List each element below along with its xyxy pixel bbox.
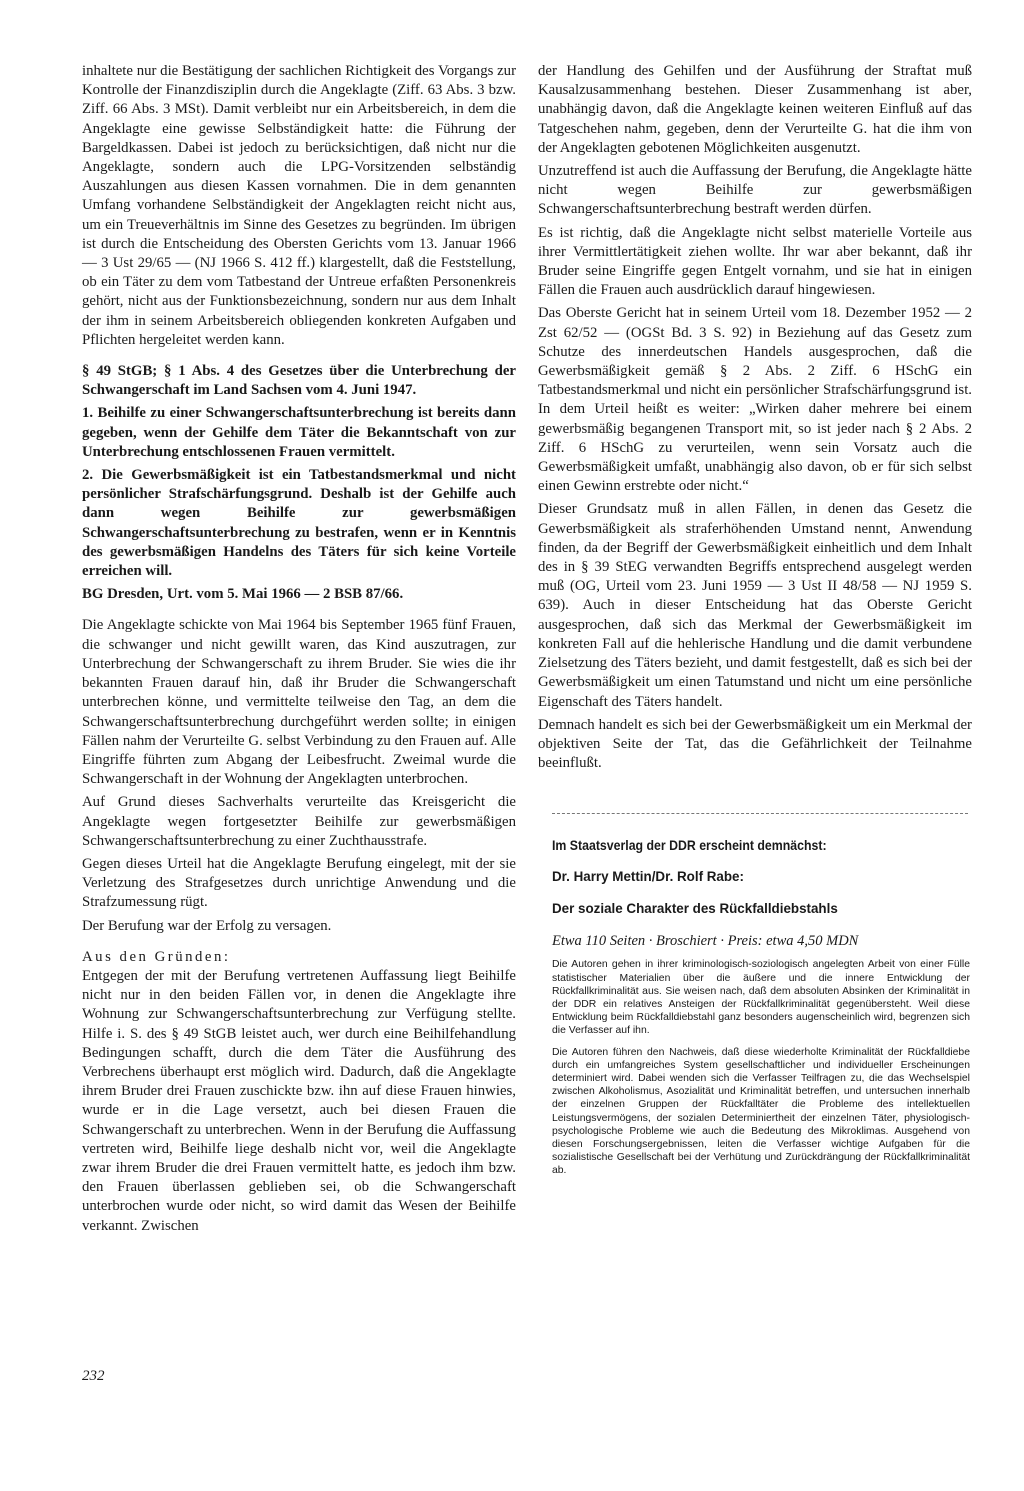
ad-description: Die Autoren gehen in ihrer kriminologisch-soziologisch angelegten Arbeit von einer Fülle statistischer Materialien über die äußere und die innere Entwicklung der Rückfallkriminalität aus. Sie weisen nach, daß dem absoluten Absinken der Kriminalität in der DDR ein relatives Ansteigen der Rückfallkriminalität gegenübersteht. Weil diese Entwicklung beim Rückfalldiebstahl ganz besonders augenscheinlich wird, begrenzen sich die Verfasser auf ihn. [552,959,970,1037]
paragraph: Das Oberste Gericht hat in seinem Urteil vom 18. Dezember 1952 — 2 Zst 62/52 — (OGSt Bd. 3 S. 92) in Beziehung auf das Gesetz zum Schutze des innerdeutschen Handels ausgesprochen, daß die Gewerbsmäßigkeit gemäß § 2 Abs. 2 Ziff. 6 HSchG ein Tatbestandsmerkmal und nicht ein persönlicher Strafschärfungsgrund ist. In dem Urteil heißt es weiter: „Wirken daher mehrere bei einem gewerbsmäßig begangenen Transport mit, so ist jeder nach § 2 Abs. 2 Ziff. 6 HSchG zu verurteilen, wenn sein Vorsatz auch die Gewerbsmäßigkeit umfaßt, unabhängig also davon, ob er für sich selbst einen Gewinn erstrebte oder nicht.“ [538,305,972,495]
paragraph: Auf Grund dieses Sachverhalts verurteilte das Kreisgericht die Angeklagte wegen fortgesetzter Beihilfe zur gewerbsmäßigen Schwangerschaftsunterbrechung zu einer Zuchthausstrafe. [82,794,516,849]
right-column [538,62,972,1186]
paragraph: Entgegen der mit der Berufung vertretenen Auffassung liegt Beihilfe nicht nur in den beiden Fällen vor, in denen die Angeklagte ihre Wohnung zur Schwangerschaftsunterbrechung zur Verfügung stellte. Hilfe i. S. des § 49 StGB leistet auch, wer durch eine Beihilfehandlung Bedingungen schafft, durch die dem Täter die Ausführung des Verbrechens überhaupt erst möglich wird. Dadurch, daß die Angeklagte ihrem Bruder drei Frauen zuschickte bzw. ihn auf diese Frauen hinwies, wurde er in die Lage versetzt, auch bei diesen Frauen die Schwangerschaft zu unterbrechen. Wenn in der Berufung die Auffassung vertreten wird, Beihilfe liege deshalb nicht vor, weil die Angeklagte zwar ihrem Bruder die drei Frauen vermittelt hatte, es jedoch ihm bzw. den Frauen überlassen geblieben sei, ob die Schwangerschaft unterbrochen wurde oder nicht, so wird damit das Wesen der Beihilfe verkannt. Zwischen [82,967,516,1234]
court-citation: BG Dresden, Urt. vom 5. Mai 1966 — 2 BSB 87/66. [82,586,404,603]
headnote-2: 2. Die Gewerbsmäßigkeit ist ein Tatbestandsmerkmal und nicht persönlicher Strafschärfungsgrund. Deshalb ist der Gehilfe auch dann wegen Beihilfe zur gewerbsmäßigen Schwangerschaftsunterbrechung zu bestrafen, wenn er in Kenntnis des gewerbsmäßigen Handelns des Täters für sich keine Vorteile erreichen will. [82,467,516,580]
ad-book-meta: Etwa 110 Seiten · Broschiert · Preis: etwa 4,50 MDN [552,933,859,950]
ad-description: Die Autoren führen den Nachweis, daß diese wiederholte Kriminalität der Rückfalldiebe durch ein umfangreiches System gesellschaftlicher und individueller Erscheinungen determiniert wird. Dabei wenden sich die Verfasser Teilfragen zu, die das Wechselspiel zwischen Alkoholismus, Asozialität und Kriminalität betreffen, und untersuchen innerhalb der einzelnen Gruppen der Rückfalltäter die Probleme des intellektuellen Leistungsvermögens, der sozialen Determiniertheit der einzelnen Täter, physiologisch-psychologische Probleme wie auch die Bedeutung des Mikroklimas. Ausgehend von diesen Forschungsergebnissen, leiten die Verfasser wichtige Aufgaben für die sozialistische Gesellschaft bei der Verhütung und Zurückdrängung der Rückfallkriminalität ab. [552,1046,970,1177]
paragraph: inhaltete nur die Bestätigung der sachlichen Richtigkeit des Vorgangs zur Kontrolle der Finanzdisziplin durch die Angeklagte (Ziff. 63 Abs. 3 bzw. Ziff. 66 Abs. 3 MSt). Damit verbleibt nur ein Arbeitsbereich, in dem die Angeklagte eine gewisse Selbständigkeit hatte: die Führung der Bargeldkassen. Dabei ist jedoch zu berücksichtigen, daß nicht nur die Angeklagte, sondern auch die LPG-Vorsitzenden selbständig Auszahlungen aus diesen Kassen vornahmen. Die in dem genannten Umfang vorhandene Selbständigkeit der Angeklagten reicht nicht aus, um ein Treueverhältnis im Sinne des Gesetzes zu begründen. Im übrigen ist durch die Entscheidung des Obersten Gerichts vom 13. Januar 1966 — 3 Ust 29/65 — (NJ 1966 S. 412 ff.) klargestellt, daß die Feststellung, ob ein Täter zu dem vom Tatbestand der Untreue erfaßten Personenkreis gehört, nicht aus der Funktionsbezeichnung, sondern nur aus dem Inhalt der ihm in seinem Arbeitsbereich obliegenden konkreten Aufgaben und Pflichten hergeleitet werden kann. [82,63,516,348]
ad-book-title: Der soziale Charakter des Rückfalldiebstahls [552,901,838,917]
paragraph: Gegen dieses Urteil hat die Angeklagte Berufung eingelegt, mit der sie Verletzung des Strafgesetzes durch unrichtige Anwendung und die Strafzumessung rügt. [82,855,516,911]
ad-authors: Dr. Harry Mettin/Dr. Rolf Rabe: [552,869,744,885]
paragraph: Der Berufung war der Erfolg zu versagen. [82,917,332,934]
divider [552,813,968,814]
grounds-heading: Aus den Gründen: [82,948,231,965]
page-number: 232 [82,1368,105,1384]
ad-title: Im Staatsverlag der DDR erscheint demnächst: [552,837,827,854]
paragraph: Unzutreffend ist auch die Auffassung der Berufung, die Angeklagte hätte nicht wegen Beihilfe zur gewerbsmäßigen Schwangerschaftsunterbrechung bestraft werden dürfen. [538,163,972,218]
advertisement [538,836,972,1177]
legal-heading: § 49 StGB; § 1 Abs. 4 des Gesetzes über die Unterbrechung der Schwangerschaft im Land Sachsen vom 4. Juni 1947. [82,363,516,399]
headnote-1: 1. Beihilfe zu einer Schwangerschaftsunterbrechung ist bereits dann gegeben, wenn der Gehilfe dem Täter die Bekanntschaft von zur Unterbrechung entschlossenen Frauen vermittelt. [82,405,516,460]
paragraph: der Handlung des Gehilfen und der Ausführung der Straftat muß Kausalzusammenhang bestehen. Dieser Zusammenhang ist aber, unabhängig davon, daß die Angeklagte keinen weiteren Einfluß auf das Tatgeschehen nahm, gegeben, denn der Verurteilte G. hat die ihm von der Angeklagten gebotenen Möglichkeiten ausgenutzt. [538,63,972,156]
paragraph: Dieser Grundsatz muß in allen Fällen, in denen das Gesetz die Gewerbsmäßigkeit als straferhöhenden Umstand nennt, Anwendung finden, da der Begriff der Gewerbsmäßigkeit einheitlich und dem Inhalt des in § 39 StEG verwandten Begriffs entsprechend ausgelegt werden muß (OG, Urteil vom 23. Juni 1959 — 3 Ust II 48/58 — NJ 1959 S. 639). Auch in dieser Entscheidung hat das Oberste Gericht ausgesprochen, daß sich das Merkmal der Gewerbsmäßigkeit im konkreten Fall auf die hehlerische Handlung und die damit verbundene Zielsetzung des Täters bezieht, und damit festgestellt, daß es sich bei der Gewerbsmäßigkeit um einen Tatumstand und nicht um eine persönliche Eigenschaft des Täters handelt. [538,501,972,710]
paragraph: Die Angeklagte schickte von Mai 1964 bis September 1965 fünf Frauen, die schwanger und nicht gewillt waren, das Kind auszutragen, zur Unterbrechung der Schwangerschaft zu ihrem Bruder. Sie wies die ihr bekannten Frauen darauf hin, daß ihr Bruder die Schwangerschaft unterbrechen könne, und vermittelte teilweise den Tag, an dem die Schwangerschaftsunterbrechung durchgeführt werden sollte; in einigen Fällen nahm der Verurteilte G. selbst Verbindung zu den Frauen auf. Alle Eingriffe führten zum Abgang der Leibesfrucht. Zweimal wurde die Schwangerschaft in der Wohnung der Angeklagten unterbrochen. [82,617,516,788]
paragraph: Es ist richtig, daß die Angeklagte nicht selbst materielle Vorteile aus ihrer Vermittlertätigkeit ziehen wollte. Ihr war aber bekannt, daß ihr Bruder seine Eingriffe gegen Entgelt vornahm, und sie hat in einigen Fällen die Frauen auch ausdrücklich darauf hingewiesen. [538,224,972,299]
paragraph: Demnach handelt es sich bei der Gewerbsmäßigkeit um ein Merkmal der objektiven Seite der Tat, das die Gefährlichkeit der Teilnahme beeinflußt. [538,716,972,772]
left-column [82,62,516,1240]
